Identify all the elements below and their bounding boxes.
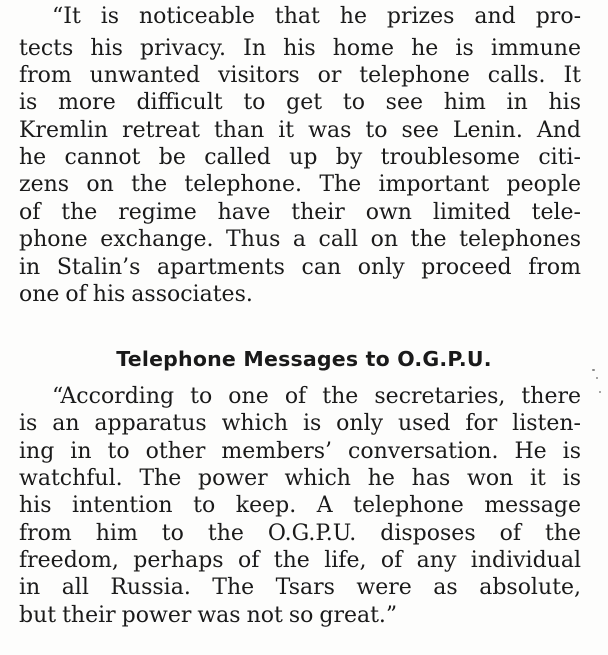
text-line: watchful. The power which he has won it is <box>19 466 581 491</box>
text-line: freedom, perhaps of the life, of any individual <box>19 548 581 573</box>
text-line: is an apparatus which is only used for listen- <box>19 411 581 436</box>
text-line: in Stalin’s apartments can only proceed from <box>19 255 581 280</box>
text-line: of the regime have their own limited tele- <box>19 200 581 225</box>
text-line: one of his associates. <box>19 282 253 307</box>
text-line: Kremlin retreat than it was to see Lenin. And <box>19 118 581 143</box>
text-line: from unwanted visitors or telephone calls. It <box>19 63 581 88</box>
text-line: from him to the O.G.P.U. disposes of the <box>19 521 581 546</box>
print-speck <box>599 391 601 393</box>
text-line: phone exchange. Thus a call on the telephones <box>19 227 581 252</box>
text-line: ing in to other members’ conversation. He is <box>19 439 581 464</box>
text-line: is more difficult to get to see him in his <box>19 90 581 115</box>
print-speck <box>596 377 598 379</box>
section-heading: Telephone Messages to O.G.P.U. <box>116 347 492 371</box>
text-line: “It is noticeable that he prizes and pro- <box>52 4 581 29</box>
text-line: but their power was not so great.” <box>19 603 398 628</box>
text-line: “According to one of the secretaries, there <box>52 384 581 409</box>
print-speck <box>592 369 595 371</box>
text-line: his intention to keep. A telephone message <box>19 493 581 518</box>
text-line: in all Russia. The Tsars were as absolute, <box>19 575 581 600</box>
text-line: tects his privacy. In his home he is immune <box>19 36 581 61</box>
text-line: he cannot be called up by troublesome citi- <box>19 145 581 170</box>
text-line: zens on the telephone. The important people <box>19 172 581 197</box>
